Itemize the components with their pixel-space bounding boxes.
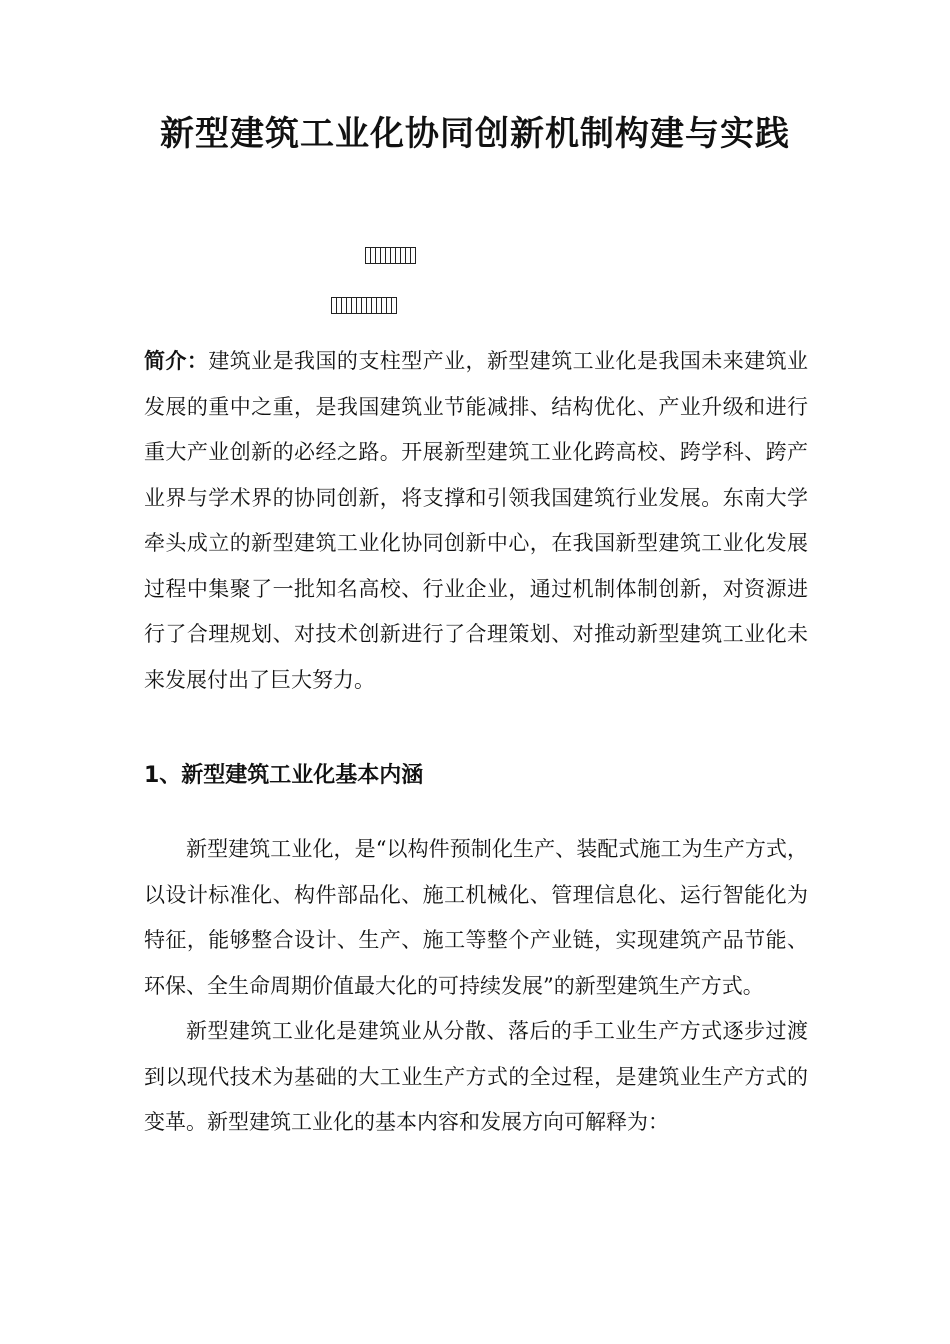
- abstract-paragraph: [144, 338, 808, 703]
- author-line-missing-glyphs: [365, 246, 416, 264]
- section-1-body: [144, 827, 808, 1146]
- section-1-heading: 1、新型建筑工业化基本内涵: [144, 763, 424, 788]
- section-1-paragraph-2: 新型建筑工业化是建筑业从分散、落后的手工业生产方式逐步过渡到以现代技术为基础的大工业生产方式的全过程，是建筑业生产方式的变革。新型建筑工业化的基本内容和发展方向可解释为：: [144, 1019, 808, 1134]
- abstract-label: 简介：: [144, 348, 209, 373]
- affiliation-line-missing-glyphs: [331, 296, 397, 314]
- section-1-paragraph-1: 新型建筑工业化，是“以构件预制化生产、装配式施工为生产方式，以设计标准化、构件部品化、施工机械化、管理信息化、运行智能化为特征，能够整合设计、生产、施工等整个产业链，实现建筑产品节能、环保、全生命周期价值最大化的可持续发展”的新型建筑生产方式。: [144, 837, 808, 998]
- abstract-text: 建筑业是我国的支柱型产业，新型建筑工业化是我国未来建筑业发展的重中之重，是我国建筑业节能减排、结构优化、产业升级和进行重大产业创新的必经之路。开展新型建筑工业化跨高校、跨学科、跨产业界与学术界的协同创新，将支撑和引领我国建筑行业发展。东南大学牵头成立的新型建筑工业化协同创新中心，在我国新型建筑工业化发展过程中集聚了一批知名高校、行业企业，通过机制体制创新，对资源进行了合理规划、对技术创新进行了合理策划、对推动新型建筑工业化未来发展付出了巨大努力。: [144, 349, 809, 692]
- abstract-block: [144, 338, 808, 703]
- document-title: 新型建筑工业化协同创新机制构建与实践: [160, 114, 790, 154]
